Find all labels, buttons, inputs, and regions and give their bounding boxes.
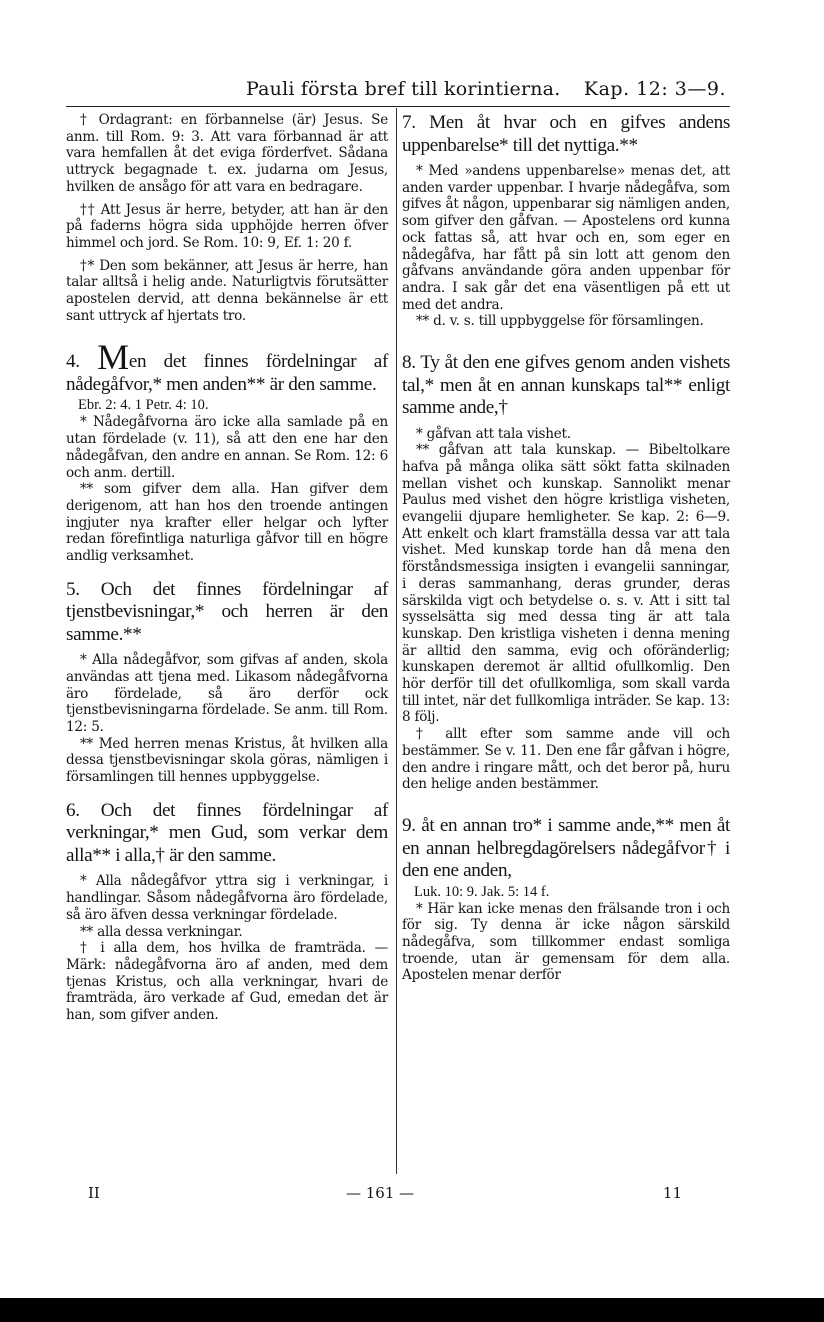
page-footer	[66, 1184, 730, 1208]
footnote: ** som gifver dem alla. Han gifver dem derigenom, att han hos den troende antingen ingjuter nya krafter eller helgar och lyfter redan förefintliga naturliga gåfvor till en högre andlig verksamhet.	[66, 481, 388, 565]
footnote: * Alla nådegåfvor, som gifvas af anden, skola användas att tjena med. Likasom nådegåfvorna äro fördelade, så äro derför ock tjenstbevisningarna fördelade. Se anm. till Rom. 12: 5.	[66, 652, 388, 736]
running-header	[66, 76, 730, 107]
footnote: ** Med herren menas Kristus, åt hvilken alla dessa tjenstbevisningar skola göras, nämligen i församlingen till hennes uppbyggelse.	[66, 735, 388, 786]
footnote: †† Att Jesus är herre, betyder, att han är den på faderns högra sida upphöjde herren öfver himmel och jord. Se Rom. 10: 9, Ef. 1: 20 f.	[66, 201, 388, 251]
verse-5: 5. Och det finnes fördelningar af tjenstbevisningar,* och herren är den samme.**	[66, 578, 388, 645]
footnote: ** d. v. s. till uppbyggelse för församlingen.	[416, 313, 704, 330]
scan-border	[0, 1298, 824, 1322]
footnote: ** alla dessa verkningar.	[80, 923, 243, 940]
left-column	[66, 112, 388, 1024]
verse-4	[66, 337, 388, 396]
verse-7: 7. Men åt hvar och en gifves andens uppenbarelse* till det nyttiga.**	[402, 112, 730, 156]
footnote: * Nådegåfvorna äro icke alla samlade på en utan fördelade (v. 11), så att den ene har den nådegåfvan, den andre en annan. Se Rom. 12: 6 och anm. dertill.	[66, 414, 388, 481]
footnote: * Här kan icke menas den frälsande tron i och för sig. Ty denna är icke någon särskild nådegåfva, som tillkommer endast somliga troende, utan är gemensam för dem alla. Apostelen menar derför	[402, 900, 730, 984]
footnote: † allt efter som samme ande vill och bestämmer. Se v. 11. Den ene får gåfvan i högre, den andre i ringare mått, och det beror på, huru den helige anden bestämmer.	[402, 726, 730, 793]
footnote: * Med »andens uppenbarelse» menas det, att anden varder uppenbar. I hvarje nådegåfva, som gifves åt någon, uppenbarar sig nämligen anden, som gifver den gåfvan. — Apostelens ord kunna ock fattas så, att hvar och en, som eger en nådegåfva, har fått på sin lott att genom den gåfvans användande göra anden uppenbar för andra. I sak går det ena väsentligen på ett ut med det andra.	[402, 163, 730, 313]
right-column	[402, 112, 730, 984]
footnote: * gåfvan att tala vishet.	[416, 425, 571, 442]
chapter-reference: Kap. 12: 3—9.	[583, 78, 726, 100]
footnote: † i alla dem, hos hvilka de framträda. — Märk: nådegåfvorna äro af anden, med dem tjenas Kristus, och alla verkningar, hvari de framträda, äro verkade af Gud, emedan det är han, som gifver anden.	[66, 940, 388, 1024]
page-number: — 161 —	[346, 1184, 415, 1202]
column-divider	[396, 108, 397, 1174]
running-title: Pauli första bref till korintierna.	[246, 78, 561, 100]
signature-number: 11	[662, 1184, 682, 1202]
cross-reference: Ebr. 2: 4. 1 Petr. 4: 10.	[78, 397, 209, 414]
initial-capital: M	[97, 337, 129, 378]
cross-reference: Luk. 10: 9. Jak. 5: 14 f.	[414, 883, 550, 900]
footnote: †* Den som bekänner, att Jesus är herre, han talar alltså i helig ande. Naturligtvis förutsätter apostelen dervid, att denna bekännelse är ett sant uttryck af hjertats tro.	[66, 257, 388, 324]
verse-text: en det finnes fördelningar af nådegåfvor,* men anden** är den samme.	[66, 351, 388, 395]
signature-mark: II	[88, 1184, 100, 1202]
verse-9: 9. åt en annan tro* i samme ande,** men åt en annan helbregdagörelsers nådegåfvor† i den ene anden,	[402, 815, 730, 881]
verse-number: 4.	[66, 351, 80, 373]
footnote: † Ordagrant: en förbannelse (är) Jesus. Se anm. till Rom. 9: 3. Att vara förbannad är att vara hemfallen åt det eviga förderfvet. Sådana uttryck begagnade t. ex. judarna om Jesus, hvilken de ansågo för att vara en bedragare.	[66, 112, 388, 195]
footnote: * Alla nådegåfvor yttra sig i verkningar, i handlingar. Såsom nådegåfvorna äro fördelade, så äro äfven dessa verkningar fördelade.	[66, 873, 388, 923]
verse-6: 6. Och det finnes fördelningar af verkningar,* men Gud, som verkar dem alla** i alla,† är den samme.	[66, 799, 388, 866]
verse-8: 8. Ty åt den ene gifves genom anden vishets tal,* men åt en annan kunskaps tal** enligt samme ande,†	[402, 352, 730, 419]
footnote: ** gåfvan att tala kunskap. — Bibeltolkare hafva på många olika sätt sökt fatta skilnaden mellan vishet och kunskap. Sannolikt menar Paulus med vishet den högre kristliga visheten, evangelii djupare hemligheter. Se kap. 2: 6—9. Att enkelt och klart framställa dessa var att tala vishet. Med kunskap torde han då mena den förståndsmessiga insigten i evangelii sanningar, i deras sammanhang, deras grunder, deras särskilda vigt och betydelse o. s. v. Att i sitt tal sysselsätta sig med dessa ting är att tala kunskap. Den kristliga visheten i denna mening är alltid den samma, evig och oföränderlig; kunskapen deremot är alltid ofullkomlig. Den hör derför till det ofullkomliga, som skall varda till intet, när det fullkomliga inträder. Se kap. 13: 8 följ.	[402, 442, 730, 726]
